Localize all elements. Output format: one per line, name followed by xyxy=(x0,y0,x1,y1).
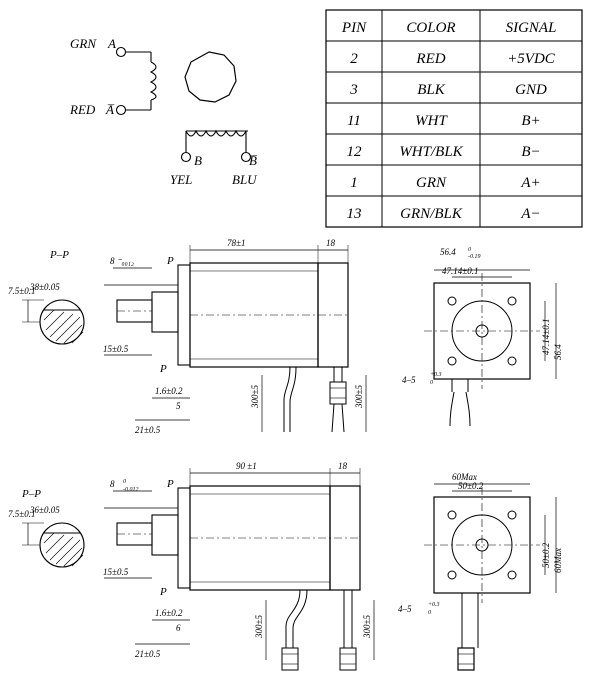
table-row: 11 xyxy=(347,113,361,129)
dim-text-total-shaft-bottom: 21±0.5 xyxy=(135,649,161,659)
table-row: A− xyxy=(521,206,541,222)
dim-text-bolt-circle-v-bottom: 50±0.2 xyxy=(541,542,551,568)
dim-text-face-outer-v-bottom: 60Max xyxy=(553,548,563,573)
dim-text-key-tol-bottom: 8 xyxy=(110,479,115,489)
dim-text-face-outer-bottom: 60Max xyxy=(452,472,477,482)
dim-text-shaft-len-bottom: 36±0.05 xyxy=(30,505,60,515)
label-p-arrow-top2: P xyxy=(160,363,167,375)
dim-text-hole-tol-bottom: +0.3 xyxy=(428,602,440,608)
label-phase-a: A xyxy=(108,36,116,51)
dim-text-shaft-flat-bottom: 7.5±0.1 xyxy=(8,509,36,519)
label-phase-b: B xyxy=(194,153,202,168)
label-phase-b-bar: B̅ xyxy=(249,153,257,168)
dim-text-key-tol-sup-bottom: 0 xyxy=(123,479,126,485)
dim-text-lead2-bottom: 300±5 xyxy=(362,615,372,638)
table-row: A+ xyxy=(521,175,541,191)
dim-text-bolt-circle-top: 47.14±0.1 xyxy=(442,266,479,276)
table-row: 2 xyxy=(350,51,358,67)
table-row: WHT xyxy=(415,113,447,129)
dim-text-key-tol-top: 8 ⁻₀₀₁₂ xyxy=(110,256,135,266)
table-row: RED xyxy=(416,51,446,67)
pin-table-header-color: COLOR xyxy=(406,20,456,36)
label-p-arrow-top: P xyxy=(167,255,174,267)
dim-text-hole-top: 4–5 xyxy=(402,375,416,385)
table-row: 1 xyxy=(350,175,358,191)
dim-text-hole-tol2-bottom: 0 xyxy=(428,610,431,616)
dim-text-shaft-flat-top: 7.5±0.1 xyxy=(8,286,36,296)
dim-text-key-h-top: 1.6±0.2 xyxy=(155,386,183,396)
dim-text-face-outer-tol2-top: 0 xyxy=(468,247,471,253)
table-row: GND xyxy=(515,82,547,98)
label-blu: BLU xyxy=(232,172,257,187)
dim-text-shaft-len-top: 38±0.05 xyxy=(30,282,60,292)
dim-text-body-length-bottom: 90 ±1 xyxy=(236,461,257,471)
dim-text-key-tol-sub-bottom: -0.012 xyxy=(123,487,139,493)
dim-text-lead2-top: 300±5 xyxy=(354,385,364,408)
dim-text-lead1-top: 300±5 xyxy=(250,385,260,408)
dim-text-key-l-bottom: 6 xyxy=(176,623,181,633)
label-section-bottom: P–P xyxy=(22,488,41,500)
dim-text-face-outer-tol-top: -0.19 xyxy=(468,254,481,260)
dim-text-key-l-top: 5 xyxy=(176,401,181,411)
dim-text-endcap-bottom: 18 xyxy=(338,461,347,471)
dim-text-shaft-step-bottom: 15±0.5 xyxy=(103,567,129,577)
pin-table-header-signal: SIGNAL xyxy=(505,20,557,36)
label-p-arrow-bottom: P xyxy=(167,478,174,490)
dim-text-hole-tol-top: +0.3 xyxy=(430,372,442,378)
table-row: GRN/BLK xyxy=(400,206,462,222)
label-grn: GRN xyxy=(70,36,96,51)
dim-text-hole-bottom: 4–5 xyxy=(398,604,412,614)
table-row: BLK xyxy=(417,82,445,98)
dim-text-shaft-step-top: 15±0.5 xyxy=(103,344,129,354)
dim-text-hole-tol2-top: 0 xyxy=(430,380,433,386)
dim-text-lead1-bottom: 300±5 xyxy=(254,615,264,638)
label-section-top: P–P xyxy=(50,249,69,261)
table-row: B+ xyxy=(521,113,541,129)
dim-text-face-outer-top: 56.4 xyxy=(440,247,456,257)
table-row: 13 xyxy=(346,206,362,222)
label-yel: YEL xyxy=(170,172,193,187)
dim-text-face-outer-v-top: 56.4 xyxy=(553,344,563,360)
table-row: 12 xyxy=(346,144,362,160)
pin-table-header-pin: PIN xyxy=(341,20,367,36)
table-row: GRN xyxy=(416,175,446,191)
dim-text-key-h-bottom: 1.6±0.2 xyxy=(155,608,183,618)
dim-text-endcap-top: 18 xyxy=(326,238,335,248)
dim-text-total-shaft-top: 21±0.5 xyxy=(135,425,161,435)
label-phase-a-bar: A̅ xyxy=(106,102,114,117)
table-row: 3 xyxy=(350,82,358,98)
table-row: +5VDC xyxy=(507,51,555,67)
dim-text-body-length-top: 78±1 xyxy=(227,238,246,248)
table-row: WHT/BLK xyxy=(399,144,463,160)
label-p-arrow-bottom2: P xyxy=(160,586,167,598)
label-red: RED xyxy=(70,102,96,117)
dim-text-bolt-circle-bottom: 50±0.2 xyxy=(458,481,484,491)
table-row: B− xyxy=(521,144,541,160)
dim-text-bolt-circle-v-top: 47.14±0.1 xyxy=(541,318,551,355)
